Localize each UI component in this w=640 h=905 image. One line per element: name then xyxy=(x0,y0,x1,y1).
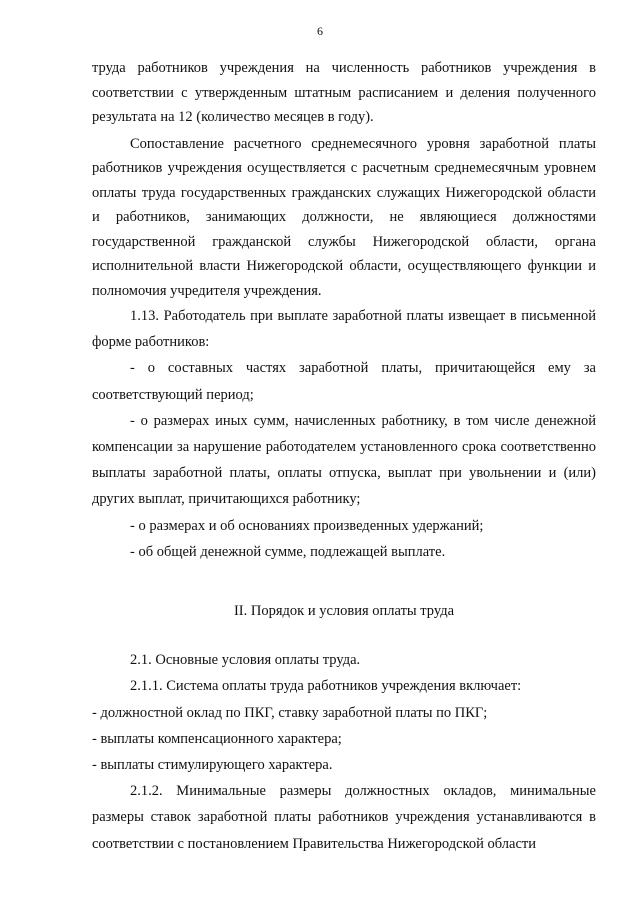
list-item-compensation: - выплаты компенсационного характера; xyxy=(92,730,342,747)
list-item-other-sums: - о размерах иных сумм, начисленных работнику, в том числе денежной компенсации за нарушение работодателем установленного срока соответственно выплаты заработной платы, оплаты отпуска, выплат при увольнении и (или) других выплат, причитающихся работнику; xyxy=(92,412,596,508)
list-item-total-sum: - об общей денежной сумме, подлежащей выплате. xyxy=(130,543,446,560)
list-item-incentive: - выплаты стимулирующего характера. xyxy=(92,757,333,774)
paragraph-1-13: 1.13. Работодатель при выплате заработной платы извещает в письменной форме работников: xyxy=(92,308,596,351)
list-item-deductions: - о размерах и об основаниях произведенных удержаний; xyxy=(130,517,484,534)
document-body xyxy=(92,56,596,857)
paragraph-2-1: 2.1. Основные условия оплаты труда. xyxy=(130,652,361,669)
section-heading: II. Порядок и условия оплаты труда xyxy=(233,603,455,620)
paragraph-2-1-2: 2.1.2. Минимальные размеры должностных окладов, минимальные размеры ставок заработной платы работников учреждения устанавливаются в соответствии с постановлением Правительства Нижегородской области xyxy=(92,783,596,852)
paragraph-comparison: Сопоставление расчетного среднемесячного уровня заработной платы работников учреждения осуществляется с расчетным среднемесячным уровнем оплаты труда государственных гражданских служащих Нижегородской области и работников, занимающих должности, не являющиеся должностями государственной гражданской службы Нижегородской области, органа исполнительной власти Нижегородской области, осуществляющего функции и полномочия учредителя учреждения. xyxy=(92,135,596,299)
paragraph-2-1-1: 2.1.1. Система оплаты труда работников учреждения включает: xyxy=(130,678,522,695)
list-item-salary-parts: - о составных частях заработной платы, причитающейся ему за соответствующий период; xyxy=(92,360,596,403)
page-number: 6 xyxy=(317,24,323,38)
list-item-base-salary: - должностной оклад по ПКГ, ставку заработной платы по ПКГ; xyxy=(92,704,488,721)
paragraph-continuation: труда работников учреждения на численность работников учреждения в соответствии с утвержденным штатным расписанием и деления полученного результата на 12 (количество месяцев в году). xyxy=(92,60,596,125)
